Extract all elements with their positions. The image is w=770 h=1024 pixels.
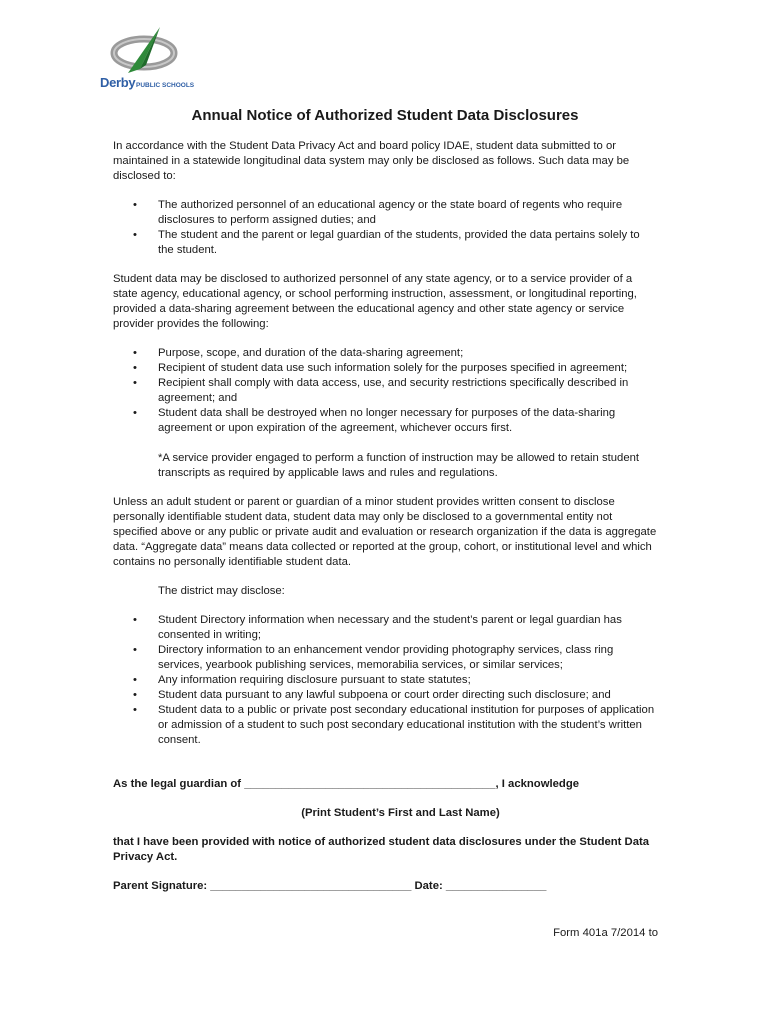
list-item: • Student data pursuant to any lawful subpoena or court order directing such disclosure; and bbox=[113, 688, 658, 703]
acknowledgment-line: As the legal guardian of ________________________________________, I acknowledge bbox=[113, 778, 579, 790]
intro-paragraph: In accordance with the Student Data Privacy Act and board policy IDAE, student data submitted to or maintained in a statewide longitudinal data system may only be disclosed as follows. Such data may be disclosed to: bbox=[113, 140, 630, 182]
disclosure-list-1 bbox=[113, 198, 658, 258]
list-item: • The student and the parent or legal guardian of the students, provided the data pertains solely to the student. bbox=[113, 228, 658, 258]
document-body bbox=[113, 139, 658, 908]
acknowledgment-block bbox=[113, 777, 658, 865]
district-disclosure-list bbox=[113, 613, 658, 748]
district-disclose-lead: The district may disclose: bbox=[158, 585, 285, 597]
agreement-requirements-list bbox=[113, 346, 658, 436]
service-provider-note: *A service provider engaged to perform a function of instruction may be allowed to retain student transcripts as required by applicable laws and rules and regulations. bbox=[158, 452, 640, 479]
logo-subtitle: PUBLIC SCHOOLS bbox=[136, 82, 195, 89]
document-title: Annual Notice of Authorized Student Data Disclosures bbox=[191, 107, 579, 124]
list-item: • Directory information to an enhancement vendor providing photography services, class ring services, yearbook publishing services, memorabilia services, or similar services; bbox=[113, 643, 658, 673]
derby-swoosh-icon bbox=[106, 25, 186, 80]
aggregate-data-paragraph: Unless an adult student or parent or guardian of a minor student provides written consent to disclose personally identifiable student data, student data may only be disclosed to a governmental entity not specified above or any public or private audit and evaluation or research organization if the data is aggregate data. “Aggregate data” means data collected or reported at the group, cohort, or institutional level and which contains no personally identifiable student data. bbox=[113, 496, 657, 568]
acknowledgment-statement: that I have been provided with notice of authorized student data disclosures under the Student Data Privacy Act. bbox=[113, 836, 650, 863]
list-item: • Any information requiring disclosure pursuant to state statutes; bbox=[113, 673, 658, 688]
list-item: • Recipient shall comply with data access, use, and security restrictions specifically described in agreement; and bbox=[113, 376, 658, 406]
print-name-caption: (Print Student’s First and Last Name) bbox=[301, 807, 500, 819]
state-agency-paragraph: Student data may be disclosed to authorized personnel of any state agency, or to a service provider of a state agency, educational agency, or school performing instruction, assessment, or longitudinal reporting, provided a data-sharing agreement between the educational agency and other state agency or service provider provides the following: bbox=[113, 273, 637, 330]
list-item: • Student Directory information when necessary and the student’s parent or legal guardian has consented in writing; bbox=[113, 613, 658, 643]
list-item: • Student data to a public or private post secondary educational institution for purposes of application or admission of a student to such post secondary educational institution with the student’s written consent. bbox=[113, 703, 658, 748]
list-item: • The authorized personnel of an educational agency or the state board of regents who require disclosures to perform assigned duties; and bbox=[113, 198, 658, 228]
list-item: • Recipient of student data use such information solely for the purposes specified in agreement; bbox=[113, 361, 658, 376]
list-item: • Purpose, scope, and duration of the data-sharing agreement; bbox=[113, 346, 658, 361]
logo-name: Derby bbox=[100, 75, 136, 90]
signature-line: Parent Signature: ________________________________ Date: ________________ bbox=[113, 880, 547, 892]
list-item: • Student data shall be destroyed when no longer necessary for purposes of the data-sharing agreement or upon expiration of the agreement, whichever occurs first. bbox=[113, 406, 658, 436]
form-number: Form 401a 7/2014 to bbox=[553, 927, 658, 939]
district-logo bbox=[100, 25, 195, 95]
